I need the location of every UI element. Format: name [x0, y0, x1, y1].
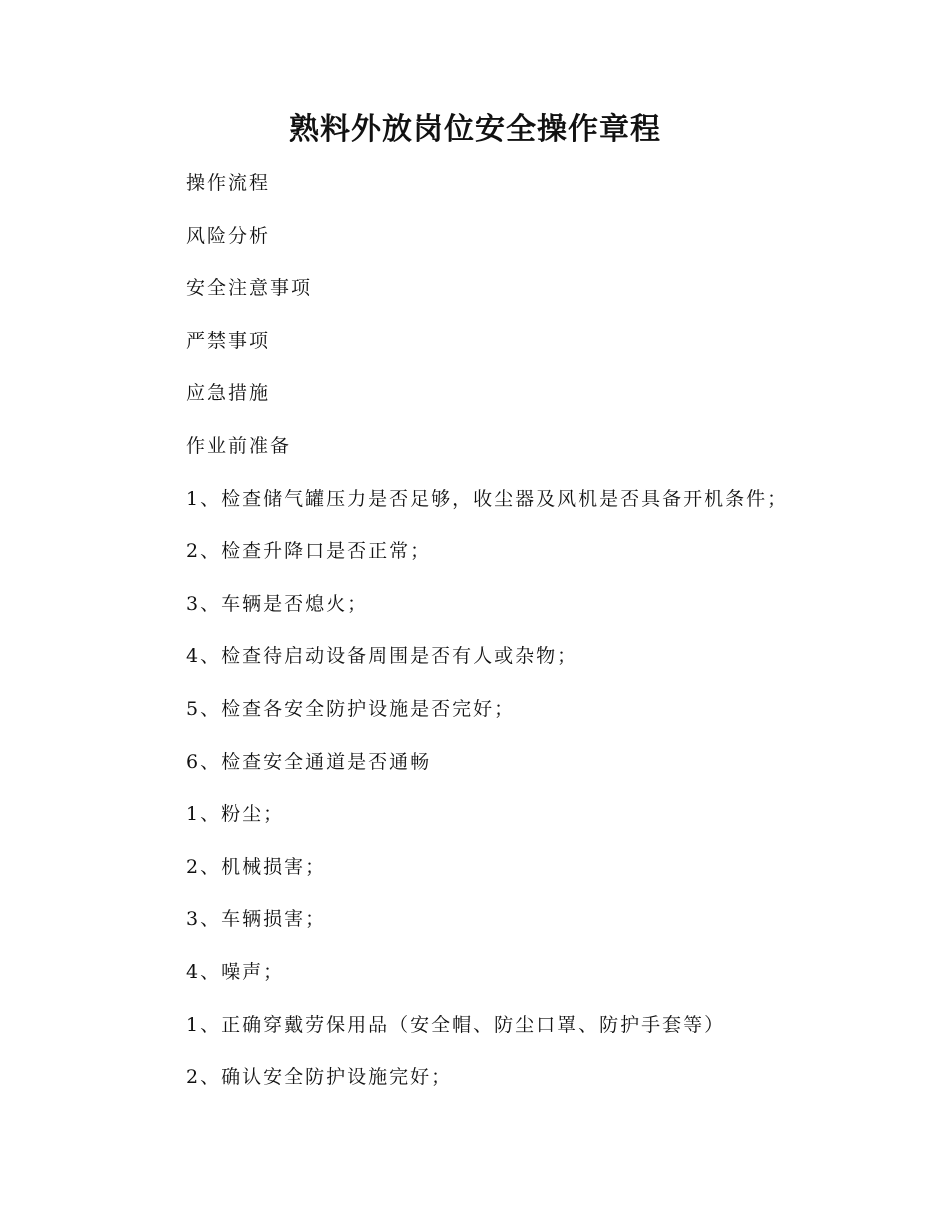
body-line: 风险分析: [186, 224, 271, 247]
body-line: 作业前准备: [186, 434, 292, 457]
body-line: 5、检查各安全防护设施是否完好；: [186, 697, 516, 720]
body-line: 严禁事项: [186, 329, 271, 352]
body-line: 4、噪声；: [186, 960, 285, 983]
body-line: 3、车辆损害；: [186, 908, 327, 931]
body-line: 1、粉尘；: [186, 803, 285, 826]
body-line: 2、确认安全防护设施完好；: [186, 1066, 453, 1089]
document-body: [186, 164, 788, 1111]
document-title: 熟料外放岗位安全操作章程: [289, 112, 661, 147]
body-line: 2、机械损害；: [186, 855, 327, 878]
body-line: 4、检查待启动设备周围是否有人或杂物；: [186, 645, 579, 668]
body-line: 2、检查升降口是否正常；: [186, 540, 432, 563]
body-line: 1、检查储气罐压力是否足够，收尘器及风机是否具备开机条件；: [186, 487, 789, 510]
body-line: 操作流程: [186, 172, 271, 194]
body-line: 应急措施: [186, 382, 271, 405]
body-line: 3、车辆是否熄火；: [186, 592, 369, 615]
body-line: 1、正确穿戴劳保用品（安全帽、防尘口罩、防护手套等）: [186, 1013, 726, 1036]
body-line: 安全注意事项: [186, 277, 313, 300]
body-line: 6、检查安全通道是否通畅: [186, 750, 432, 773]
